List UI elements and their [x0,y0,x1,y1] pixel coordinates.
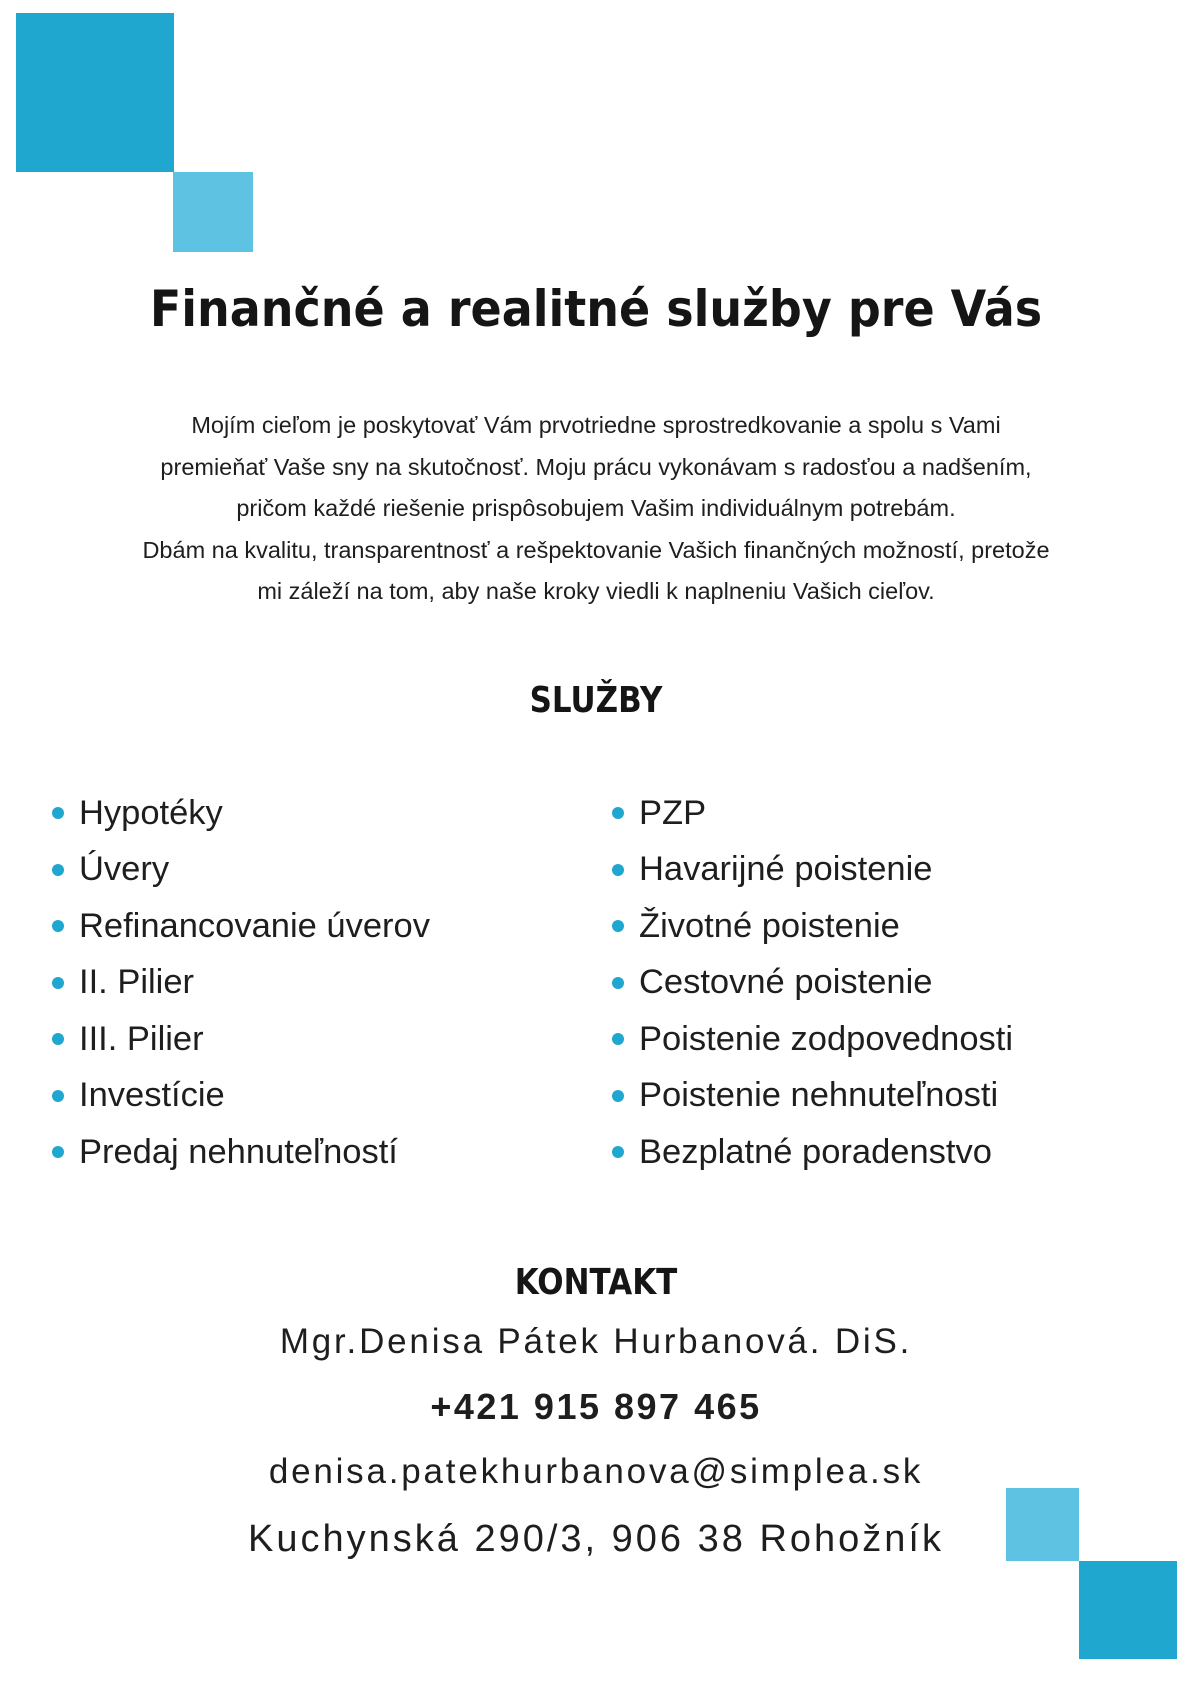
contact-heading: KONTAKT [514,1262,678,1303]
contact-email[interactable]: denisa.patekhurbanova@simplea.sk [268,1452,924,1491]
service-item [612,842,1013,899]
service-label: Úvery [79,850,170,889]
intro-line: mi záleží na tom, aby naše kroky viedli k naplneniu Vašich cieľov. [257,578,935,604]
service-label: Poistenie nehnuteľnosti [639,1076,999,1115]
service-item [52,898,430,955]
service-item [612,785,1013,842]
service-item [52,785,430,842]
service-item [52,1068,430,1125]
bullet-icon [612,977,624,989]
service-label: Životné poistenie [639,906,900,945]
bullet-icon [612,920,624,932]
bullet-icon [612,1033,624,1045]
service-label: Predaj nehnuteľností [79,1132,398,1171]
service-label: Investície [79,1076,225,1115]
bullet-icon [52,1090,64,1102]
service-label: Havarijné poistenie [639,850,933,889]
decor-square-bottom-right-small [1006,1488,1079,1561]
bullet-icon [612,1090,624,1102]
bullet-icon [52,1033,64,1045]
service-label: Refinancovanie úverov [79,906,430,945]
bullet-icon [52,920,64,932]
service-item [612,898,1013,955]
service-label: III. Pilier [79,1019,204,1058]
service-item [52,1124,430,1181]
decor-square-top-left-small [173,172,253,252]
intro-line: Dbám na kvalitu, transparentnosť a rešpektovanie Vašich finančných možností, pretože [142,536,1050,563]
page-title: Finančné a realitné služby pre Vás [149,280,1043,338]
decor-square-bottom-right-large [1079,1561,1177,1659]
service-item [52,1011,430,1068]
intro-line: Mojím cieľom je poskytovať Vám prvotriedne sprostredkovanie a spolu s Vami [191,412,1001,438]
contact-phone[interactable]: +421 915 897 465 [430,1386,762,1427]
bullet-icon [612,807,624,819]
service-label: Bezplatné poradenstvo [639,1132,992,1171]
service-label: II. Pilier [79,963,195,1002]
decor-square-top-left-large [16,13,174,172]
services-heading: SLUŽBY [529,680,663,721]
bullet-icon [52,1146,64,1158]
service-label: Poistenie zodpovednosti [639,1019,1014,1058]
service-item [612,1011,1013,1068]
services-list-left [52,785,430,1181]
bullet-icon [52,807,64,819]
bullet-icon [52,864,64,876]
service-label: Hypotéky [79,793,223,832]
service-item [612,1124,1013,1181]
bullet-icon [612,864,624,876]
intro-line: premieňať Vaše sny na skutočnosť. Moju prácu vykonávam s radosťou a nadšením, [160,453,1032,480]
service-item [612,1068,1013,1125]
intro-paragraph [40,405,1152,613]
intro-line: pričom každé riešenie prispôsobujem Vašim individuálnym potrebám. [236,495,956,521]
service-label: PZP [639,793,707,832]
contact-name: Mgr.Denisa Pátek Hurbanová. DiS. [279,1322,913,1361]
bullet-icon [612,1146,624,1158]
service-item [52,955,430,1012]
service-item [52,842,430,899]
services-list-right [612,785,1013,1181]
service-item [612,955,1013,1012]
contact-address: Kuchynská 290/3, 906 38 Rohožník [248,1518,944,1560]
bullet-icon [52,977,64,989]
service-label: Cestovné poistenie [639,963,933,1002]
